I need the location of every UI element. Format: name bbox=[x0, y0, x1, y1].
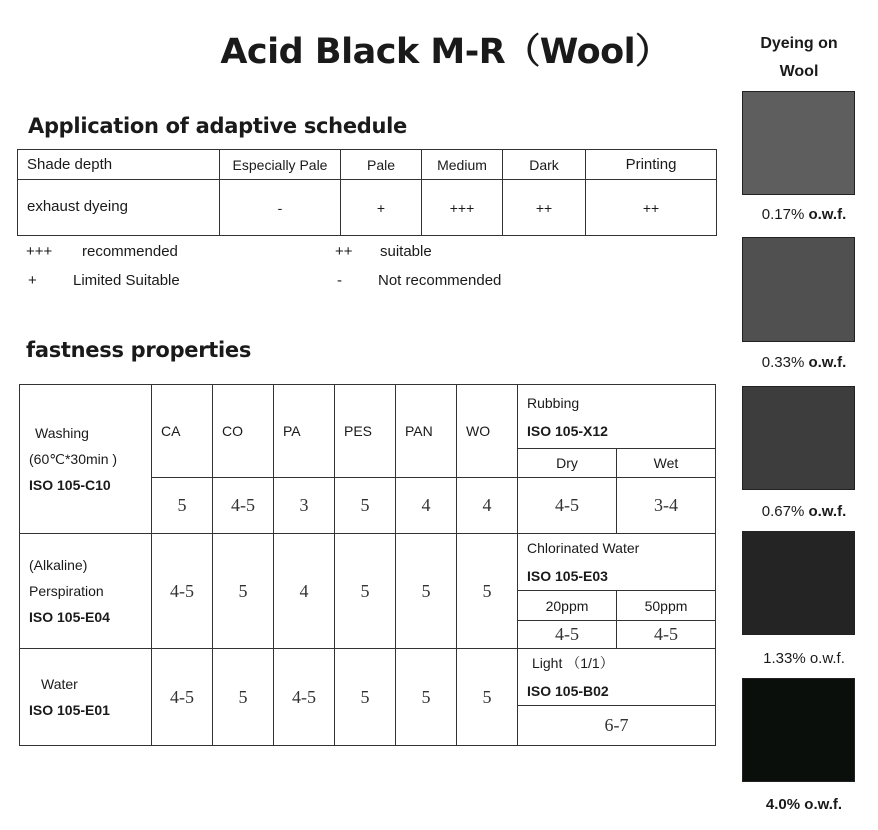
rubbing-wet-value: 3-4 bbox=[617, 478, 716, 534]
fiber-wo: WO bbox=[457, 385, 518, 478]
swatch-percent: 0.17% bbox=[761, 206, 805, 223]
header-medium: Medium bbox=[422, 150, 503, 180]
swatch-unit: o.w.f. bbox=[804, 796, 843, 813]
chlorinated-50ppm-value: 4-5 bbox=[617, 621, 716, 649]
legend-symbol: ++ bbox=[335, 243, 353, 260]
legend-text: Limited Suitable bbox=[73, 272, 180, 289]
washing-co: 4-5 bbox=[213, 478, 274, 534]
perspiration-label-cell bbox=[20, 534, 152, 649]
swatch-percent: 1.33% bbox=[763, 650, 806, 667]
legend-symbol: +++ bbox=[26, 243, 53, 260]
row-exhaust-dyeing: exhaust dyeing bbox=[18, 180, 220, 236]
swatch-percent: 4.0% bbox=[765, 796, 801, 813]
perspiration-wo: 5 bbox=[457, 534, 518, 649]
washing-label: Washing bbox=[35, 425, 89, 441]
washing-ca: 5 bbox=[152, 478, 213, 534]
perspiration-standard: ISO 105-E04 bbox=[29, 609, 110, 625]
washing-pes: 5 bbox=[335, 478, 396, 534]
perspiration-pes: 5 bbox=[335, 534, 396, 649]
perspiration-pa: 4 bbox=[274, 534, 335, 649]
swatch-caption bbox=[740, 354, 868, 371]
cell-medium: +++ bbox=[422, 180, 503, 236]
perspiration-label: Perspiration bbox=[29, 583, 104, 599]
color-swatch bbox=[742, 386, 855, 490]
header-printing: Printing bbox=[586, 150, 717, 180]
light-cell bbox=[518, 649, 716, 706]
page-title: Acid Black M-R（Wool） bbox=[220, 32, 670, 72]
washing-standard: ISO 105-C10 bbox=[29, 477, 111, 493]
washing-pa: 3 bbox=[274, 478, 335, 534]
fiber-pan: PAN bbox=[396, 385, 457, 478]
washing-pan: 4 bbox=[396, 478, 457, 534]
washing-label-cell bbox=[20, 385, 152, 534]
water-wo: 5 bbox=[457, 649, 518, 746]
washing-condition: (60℃*30min ) bbox=[29, 451, 118, 467]
water-label-cell bbox=[20, 649, 152, 746]
water-pa: 4-5 bbox=[274, 649, 335, 746]
cell-printing: ++ bbox=[586, 180, 717, 236]
perspiration-condition: (Alkaline) bbox=[29, 557, 88, 573]
light-standard: ISO 105-B02 bbox=[527, 683, 609, 699]
rubbing-wet-label: Wet bbox=[617, 449, 716, 478]
color-swatch bbox=[742, 531, 855, 635]
header-shade-depth: Shade depth bbox=[18, 150, 220, 180]
color-swatch bbox=[742, 237, 855, 342]
rubbing-label: Rubbing bbox=[527, 394, 580, 411]
water-pan: 5 bbox=[396, 649, 457, 746]
swatch-unit: o.w.f. bbox=[808, 503, 847, 520]
washing-wo: 4 bbox=[457, 478, 518, 534]
water-standard: ISO 105-E01 bbox=[29, 702, 110, 718]
fastness-table bbox=[19, 384, 716, 746]
cell-especially-pale: - bbox=[220, 180, 341, 236]
dyeing-heading-line2: Wool bbox=[779, 63, 819, 80]
legend-text: suitable bbox=[380, 243, 432, 260]
dyeing-heading-line1: Dyeing on bbox=[760, 35, 838, 52]
chlorinated-label: Chlorinated Water bbox=[527, 540, 640, 556]
swatch-percent: 0.67% bbox=[761, 503, 805, 520]
fiber-pes: PES bbox=[335, 385, 396, 478]
water-co: 5 bbox=[213, 649, 274, 746]
rubbing-standard: ISO 105-X12 bbox=[527, 422, 608, 439]
legend-symbol: - bbox=[337, 272, 342, 289]
application-heading: Application of adaptive schedule bbox=[28, 114, 407, 138]
cell-dark: ++ bbox=[503, 180, 586, 236]
fiber-pa: PA bbox=[274, 385, 335, 478]
water-label: Water bbox=[41, 676, 78, 692]
chlorinated-20ppm-label: 20ppm bbox=[518, 591, 617, 621]
chlorinated-cell bbox=[518, 534, 716, 591]
swatch-percent: 0.33% bbox=[761, 354, 805, 371]
water-pes: 5 bbox=[335, 649, 396, 746]
legend-text: Not recommended bbox=[378, 272, 502, 289]
header-pale: Pale bbox=[341, 150, 422, 180]
color-swatch bbox=[742, 91, 855, 195]
cell-pale: + bbox=[341, 180, 422, 236]
rubbing-dry-value: 4-5 bbox=[518, 478, 617, 534]
swatch-caption bbox=[740, 650, 868, 667]
rubbing-cell bbox=[518, 385, 716, 449]
application-table bbox=[17, 149, 717, 236]
rubbing-dry-label: Dry bbox=[518, 449, 617, 478]
fiber-co: CO bbox=[213, 385, 274, 478]
perspiration-co: 5 bbox=[213, 534, 274, 649]
water-ca: 4-5 bbox=[152, 649, 213, 746]
chlorinated-standard: ISO 105-E03 bbox=[527, 568, 608, 584]
light-label: Light （1/1） bbox=[532, 655, 614, 671]
swatch-unit: o.w.f. bbox=[809, 650, 845, 667]
legend-text: recommended bbox=[82, 243, 178, 260]
swatch-caption bbox=[740, 796, 868, 813]
swatch-caption bbox=[740, 503, 868, 520]
perspiration-pan: 5 bbox=[396, 534, 457, 649]
chlorinated-20ppm-value: 4-5 bbox=[518, 621, 617, 649]
fastness-heading: fastness properties bbox=[26, 338, 252, 362]
chlorinated-50ppm-label: 50ppm bbox=[617, 591, 716, 621]
legend-symbol: + bbox=[28, 272, 37, 289]
perspiration-ca: 4-5 bbox=[152, 534, 213, 649]
swatch-caption bbox=[740, 206, 868, 223]
color-swatch bbox=[742, 678, 855, 782]
header-especially-pale: Especially Pale bbox=[220, 150, 341, 180]
fiber-ca: CA bbox=[152, 385, 213, 478]
swatch-unit: o.w.f. bbox=[808, 354, 847, 371]
header-dark: Dark bbox=[503, 150, 586, 180]
swatch-unit: o.w.f. bbox=[808, 206, 847, 223]
dyeing-heading bbox=[740, 30, 858, 86]
light-value: 6-7 bbox=[518, 706, 716, 746]
